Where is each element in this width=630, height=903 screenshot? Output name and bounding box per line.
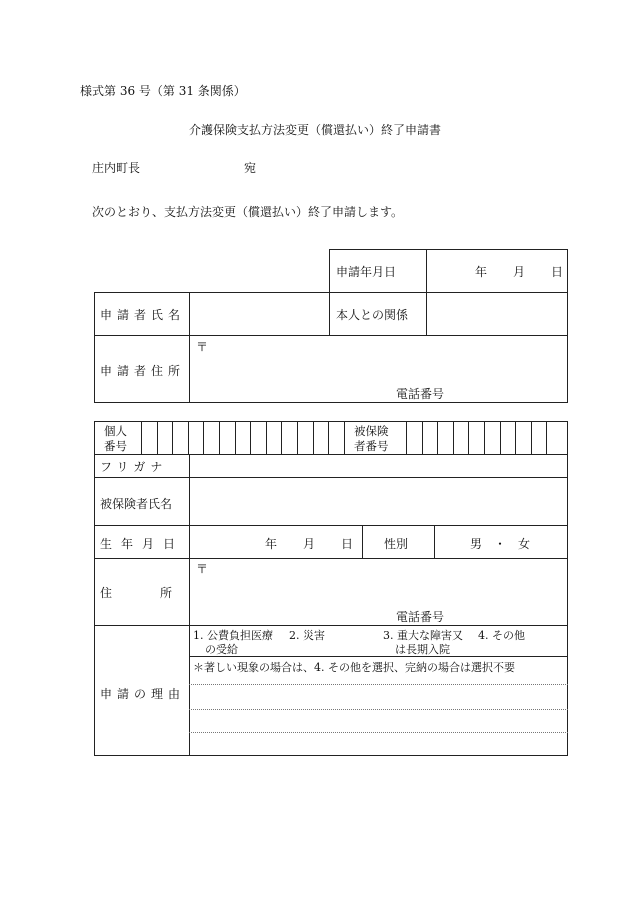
number-digit-cell[interactable] bbox=[406, 421, 422, 454]
insured-number-label-2: 者番号 bbox=[354, 439, 389, 453]
birth-month-label: 月 bbox=[303, 537, 316, 551]
number-digit-cell[interactable] bbox=[546, 421, 562, 454]
number-digit-cell[interactable] bbox=[203, 421, 219, 454]
number-digit-cell[interactable] bbox=[141, 421, 157, 454]
personal-number-label-1: 個人 bbox=[104, 424, 127, 438]
form-title: 介護保険支払方法変更（償還払い）終了申請書 bbox=[188, 123, 441, 137]
number-digit-cell[interactable] bbox=[250, 421, 266, 454]
reason-option-4[interactable]: 4. その他 bbox=[478, 629, 525, 642]
number-digit-cell[interactable] bbox=[188, 421, 204, 454]
number-digit-cell[interactable] bbox=[437, 421, 453, 454]
number-digit-cell[interactable] bbox=[422, 421, 438, 454]
number-digit-cell[interactable] bbox=[172, 421, 188, 454]
reason-option-1-line1[interactable]: 1. 公費負担医療 bbox=[193, 629, 273, 642]
number-digit-cell[interactable] bbox=[453, 421, 469, 454]
number-digit-cell[interactable] bbox=[297, 421, 313, 454]
personal-number-cells[interactable] bbox=[141, 421, 344, 454]
number-digit-cell[interactable] bbox=[266, 421, 282, 454]
insured-address-field[interactable] bbox=[192, 561, 564, 622]
number-digit-cell[interactable] bbox=[219, 421, 235, 454]
reason-note: ＊著しい現象の場合は、4. その他を選択、完納の場合は選択不要 bbox=[193, 661, 515, 674]
insured-postal-mark: 〒 bbox=[196, 562, 209, 576]
birth-year-label: 年 bbox=[265, 537, 278, 551]
personal-number-label-2: 番号 bbox=[104, 439, 127, 453]
addressee: 庄内町長 bbox=[92, 161, 141, 175]
form-number: 様式第 36 号（第 31 条関係） bbox=[80, 84, 246, 98]
number-digit-cell[interactable] bbox=[531, 421, 547, 454]
reason-label: 申請の理由 bbox=[100, 687, 186, 701]
relation-field[interactable] bbox=[430, 295, 564, 332]
birth-date-field[interactable] bbox=[192, 528, 359, 555]
reason-option-3-line1[interactable]: 3. 重大な障害又 bbox=[383, 629, 463, 642]
birth-day-label: 日 bbox=[341, 537, 354, 551]
applicant-name-label: 申請者氏名 bbox=[100, 308, 186, 322]
furigana-field[interactable] bbox=[192, 456, 564, 475]
insured-number-cells[interactable] bbox=[406, 421, 562, 454]
birth-date-label: 生年月日 bbox=[100, 537, 185, 551]
number-digit-cell[interactable] bbox=[328, 421, 344, 454]
sex-label: 性別 bbox=[384, 537, 409, 551]
reason-option-3-line2[interactable]: は長期入院 bbox=[395, 643, 450, 656]
number-digit-cell[interactable] bbox=[281, 421, 297, 454]
number-digit-cell[interactable] bbox=[157, 421, 173, 454]
number-digit-cell[interactable] bbox=[313, 421, 329, 454]
insured-phone-label: 電話番号 bbox=[396, 610, 445, 624]
applicant-address-field[interactable] bbox=[192, 338, 564, 400]
number-digit-cell[interactable] bbox=[484, 421, 500, 454]
reason-option-2[interactable]: 2. 災害 bbox=[289, 629, 325, 642]
number-digit-cell[interactable] bbox=[500, 421, 516, 454]
reason-option-1-line2[interactable]: の受給 bbox=[205, 643, 238, 656]
insured-address-label: 住 所 bbox=[100, 586, 173, 600]
sex-options[interactable]: 男 ・ 女 bbox=[470, 537, 531, 551]
applicant-phone-label: 電話番号 bbox=[396, 387, 445, 401]
application-month-label: 月 bbox=[513, 265, 526, 279]
number-digit-cell[interactable] bbox=[468, 421, 484, 454]
insured-name-field[interactable] bbox=[192, 480, 564, 522]
furigana-label: フリガナ bbox=[100, 460, 168, 474]
applicant-address-label: 申請者住所 bbox=[100, 364, 186, 378]
honorific: 宛 bbox=[244, 161, 257, 175]
application-date-field[interactable] bbox=[430, 252, 564, 290]
applicant-name-field[interactable] bbox=[192, 295, 326, 332]
number-digit-cell[interactable] bbox=[515, 421, 531, 454]
relation-label: 本人との関係 bbox=[336, 308, 409, 322]
application-day-label: 日 bbox=[551, 265, 564, 279]
insured-name-label: 被保険者氏名 bbox=[100, 497, 173, 511]
reason-detail-field[interactable] bbox=[192, 686, 564, 752]
number-digit-cell[interactable] bbox=[235, 421, 251, 454]
application-year-label: 年 bbox=[475, 265, 488, 279]
applicant-postal-mark: 〒 bbox=[196, 340, 209, 354]
application-date-label: 申請年月日 bbox=[336, 265, 397, 279]
intro-text: 次のとおり、支払方法変更（償還払い）終了申請します。 bbox=[92, 205, 404, 219]
insured-number-label-1: 被保険 bbox=[354, 424, 389, 438]
